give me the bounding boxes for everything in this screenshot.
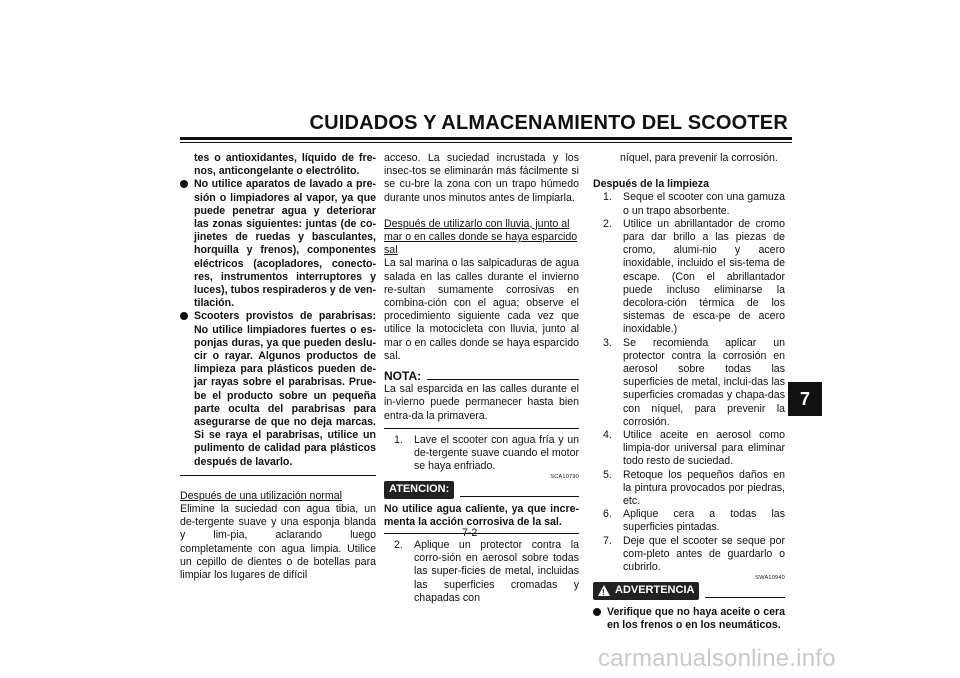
warning-heading bbox=[593, 582, 785, 599]
note-label: NOTA: bbox=[384, 369, 422, 384]
chapter-tab: 7 bbox=[788, 382, 822, 416]
caution-text: No utilice agua caliente, ya que incre-menta la acción corrosiva de la sal. bbox=[384, 502, 579, 528]
step-text: Lave el scooter con agua fría y un de-tergente suave cuando el motor se haya enfriado. bbox=[414, 433, 579, 473]
step-number: 2. bbox=[394, 539, 403, 552]
warning-label: ADVERTENCIA bbox=[615, 584, 695, 597]
note-end-rule bbox=[384, 428, 579, 429]
bullet-text: Scooters provistos de parabrisas: No utilice limpiadores fuertes o es-ponjas duras, ya que pueden deslu-cir o rayar. Algunos productos de limpieza para plásticos pueden de-jar rayas sobre el parabrisas. Prue-be el producto sobre un pequeña parte oculta del parabrisas para asegurarse de que no deja marcas. Si se raya el parabrisas, utilice un pulimento de calidad para plásticos después de lavarlo. bbox=[194, 310, 376, 468]
bullet-icon bbox=[180, 180, 188, 188]
step-text: Aplique cera a todas las superficies pintadas. bbox=[623, 508, 785, 534]
step-item bbox=[593, 508, 785, 534]
step-item bbox=[593, 429, 785, 469]
bullet-text: No utilice aparatos de lavado a pre-sión o limpiadores al vapor, ya que puede penetrar agua y deteriorar las zonas siguientes: juntas (de co-jinetes de ruedas y basculantes, horquilla y frenos), componentes eléctricos (acopladores, conecto-res, instrumentos interruptores y luces), tubos respiraderos y de ven-tilación. bbox=[194, 178, 376, 310]
bullet-icon bbox=[593, 608, 601, 616]
watermark-text: carmanualsonline.info bbox=[598, 645, 836, 672]
step-text: Se recomienda aplicar un protector contra la corrosión en aerosol sobre todas las superficies de metal, inclui-das las superficies cromadas y chapa-das con níquel, para prevenir la corrosión. bbox=[623, 336, 785, 428]
note-heading bbox=[384, 370, 579, 383]
bullet-text: Verifique que no haya aceite o cera en los frenos o en los neumáticos. bbox=[607, 605, 785, 631]
warning-badge bbox=[593, 582, 699, 599]
step-text: Aplique un protector contra la corro-sión en aerosol sobre todas las super-ficies de metal, incluidas las superficies cromadas y chapadas con bbox=[414, 539, 579, 604]
header-rule-thin bbox=[180, 142, 792, 143]
caution-end-rule bbox=[384, 533, 579, 534]
step-number: 4. bbox=[603, 429, 612, 442]
section-heading-rain-sea-salt: Después de utilizarlo con lluvia, junto al mar o en calles donde se haya esparcido sal bbox=[384, 217, 578, 257]
caution-code: SCA10790 bbox=[550, 474, 579, 481]
section-heading-normal-use: Después de una utilización normal bbox=[180, 489, 342, 502]
caution-heading bbox=[384, 481, 579, 498]
step-text: Deje que el scooter se seque por com-pleto antes de guardarlo o cubrirlo. bbox=[623, 534, 785, 574]
column-middle bbox=[384, 152, 579, 605]
caution-badge: ATENCION: bbox=[384, 481, 454, 498]
step-number: 6. bbox=[603, 508, 612, 521]
step-number: 1. bbox=[394, 433, 403, 446]
step-number: 5. bbox=[603, 468, 612, 481]
warning-bullet-brakes bbox=[593, 606, 785, 632]
warning-bullet-pressure-washer bbox=[180, 178, 376, 310]
step-item bbox=[384, 539, 579, 605]
step-text: Utilice aceite en aerosol como limpia-dor universal para eliminar todo resto de suciedad. bbox=[623, 429, 785, 468]
section-heading-after-cleaning: Después de la limpieza bbox=[593, 178, 709, 191]
step-text: Seque el scooter con una gamuza o un trapo absorbente. bbox=[623, 191, 785, 217]
note-text: La sal esparcida en las calles durante el in-vierno puede permanecer hasta bien entra-da la primavera. bbox=[384, 383, 579, 422]
continued-warning-text: tes o antioxidantes, líquido de fre-nos, anticongelante o electrólito. bbox=[194, 152, 376, 178]
step-item bbox=[593, 535, 785, 575]
step-item bbox=[384, 434, 579, 474]
page-header-title: CUIDADOS Y ALMACENAMIENTO DEL SCOOTER bbox=[309, 112, 788, 134]
paragraph-normal-use: Elimine la suciedad con agua tibia, un de-tergente suave y una esponja blanda y lim-pia, aclarando luego completamente con agua limpia. Utilice un cepillo de dientes o de botellas para limpiar los lugares de difícil bbox=[180, 503, 376, 582]
column-left bbox=[180, 152, 376, 582]
paragraph-dirt-removal: acceso. La suciedad incrustada y los insec-tos se eliminarán más fácilmente si se cu-bre la zona con un trapo húmedo durante unos minutos antes de limpiarla. bbox=[384, 152, 579, 204]
paragraph-salt-corrosion: La sal marina o las salpicaduras de agua salada en las calles durante el invierno re-sultan sumamente corrosivas en combina-ción con el agua; observe el procedimiento siguiente cada vez que utilice la motocicleta con lluvia, junto al mar o en calles donde se haya esparcido sal. bbox=[384, 257, 579, 362]
warning-code: SWA10940 bbox=[755, 575, 785, 582]
page-number: 7-2 bbox=[462, 527, 478, 539]
step-item bbox=[593, 469, 785, 509]
warning-triangle-icon: ! bbox=[598, 585, 610, 596]
step-text: Utilice un abrillantador de cromo para dar brillo a las piezas de cromo, alumi-nio y acero inoxidable, incluido el sis-tema de escape. (Con el abrillantador puede incluso eliminarse la decolora-ción térmica de los sistemas de esca-pe de acero inoxidable.) bbox=[623, 217, 785, 336]
step-number: 7. bbox=[603, 534, 612, 547]
step-number: 2. bbox=[603, 217, 612, 230]
step-number: 1. bbox=[603, 191, 612, 204]
step-item bbox=[593, 191, 785, 217]
column-right bbox=[593, 152, 785, 632]
bullet-icon bbox=[180, 312, 188, 320]
warning-rule bbox=[705, 597, 785, 598]
step-item bbox=[593, 337, 785, 429]
note-rule bbox=[427, 379, 579, 380]
step-text: Retoque los pequeños daños en la pintura provocados por piedras, etc. bbox=[623, 468, 785, 508]
warning-bullet-windshield bbox=[180, 310, 376, 468]
header-rule-thick bbox=[180, 137, 792, 140]
caution-rule bbox=[460, 496, 579, 497]
step-item bbox=[593, 218, 785, 337]
step-number: 3. bbox=[603, 336, 612, 349]
continued-step-text: níquel, para prevenir la corrosión. bbox=[620, 152, 778, 164]
